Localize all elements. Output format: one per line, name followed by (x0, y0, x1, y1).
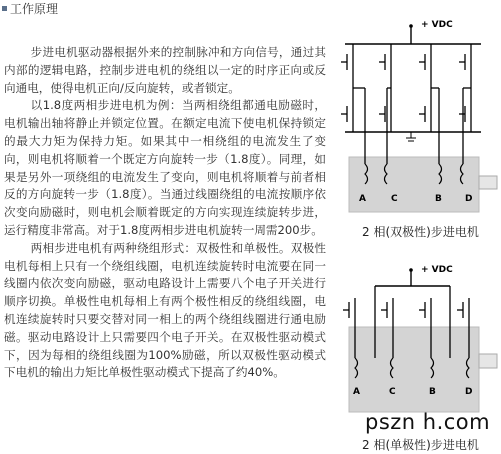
bullet-icon (2, 6, 7, 11)
coil-label-d: D (465, 387, 473, 397)
unipolar-circuit-diagram (335, 262, 501, 422)
watermark: pszn h.com (365, 410, 491, 434)
coil-label-b: B (429, 387, 436, 397)
paragraph-intro: 步进电机驱动器根据外来的控制脉冲和方向信号，通过其内部的逻辑电路，控制步进电机的绕组以一定的时序正向或反向通电，使得电机正向/反向旋转，或者锁定。 (4, 45, 326, 95)
coil-label-d: D (465, 194, 473, 204)
bipolar-circuit-diagram (335, 14, 501, 214)
bipolar-vdc-label: + VDC (421, 20, 453, 30)
paragraph-winding-types: 两相步进电机有两种绕组形式：双极性和单极性。双极性电机每相上只有一个绕组线圈，电机连续旋转时电流要在同一线圈内依次变向励磁，驱动电路设计上需要八个电子开关进行顺序切换。单极性电机每相上有两个极性相反的绕组线圈，电机连续旋转时只要交替对同一相上的两个绕组线圈进行通电励磁。驱动电路设计上只需要四个电子开关。在双极性驱动模式下，因为每相的绕组线圈为100%励磁，所以双极性驱动模式下电机的输出力矩比单极性驱动模式下提高了约40%。 (4, 240, 326, 380)
paragraph-example: 以1.8度两相步进电机为例：当两相绕组都通电励磁时，电机输出轴将静止并锁定位置。在额定电流下使电机保持锁定的最大力矩为保持力矩。如果其中一相绕组的电流发生了变向，则电机将顺着一个既定方向旋转一步（1.8度）。同理，如果是另外一项绕组的电流发生了变向，则电机将顺着与前者相反的方向旋转一步（1.8度）。当通过线圈绕组的电流按顺序依次变向励磁时，则电机会顺着既定的方向实现连续旋转步进，运行精度非常高。对于1.8度两相步进电机旋转一周需200步。 (4, 98, 326, 237)
article-body (4, 44, 326, 382)
coil-label-c: C (389, 387, 396, 397)
coil-label-b: B (435, 194, 442, 204)
coil-label-a: A (353, 387, 360, 397)
bipolar-caption: 2 相(双极性)步进电机 (362, 225, 479, 239)
coil-label-a: A (359, 194, 366, 204)
section-title: 工作原理 (10, 1, 59, 16)
section-header (2, 0, 58, 16)
coil-label-c: C (391, 194, 398, 204)
unipolar-caption: 2 相(单极性)步进电机 (362, 438, 479, 452)
unipolar-vdc-label: + VDC (421, 265, 453, 275)
